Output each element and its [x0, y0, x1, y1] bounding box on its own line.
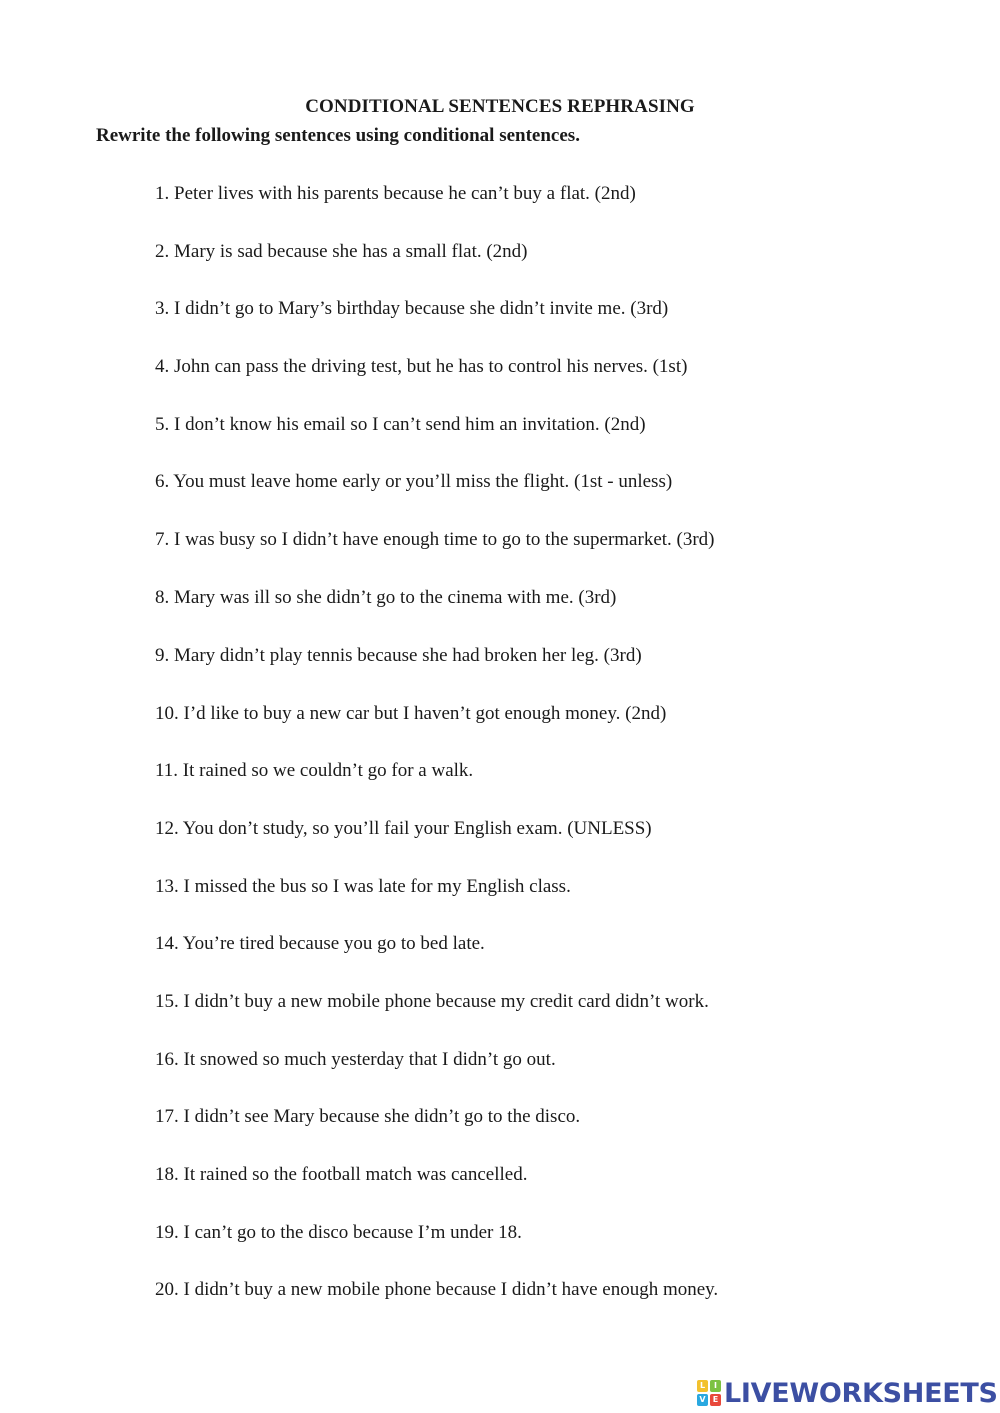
exercise-item: 9. Mary didn’t play tennis because she had broken her leg. (3rd): [155, 645, 642, 666]
exercise-item: 20. I didn’t buy a new mobile phone because I didn’t have enough money.: [155, 1279, 719, 1300]
exercise-item: 19. I can’t go to the disco because I’m under 18.: [155, 1222, 522, 1243]
logo-mark-e: E: [710, 1394, 721, 1406]
logo-mark-i: I: [710, 1380, 721, 1392]
exercise-item: 11. It rained so we couldn’t go for a walk.: [155, 760, 474, 781]
logo-mark-v: V: [697, 1394, 708, 1406]
liveworksheets-logo-text: LIVEWORKSHEETS: [724, 1377, 998, 1409]
instruction-text: Rewrite the following sentences using conditional sentences.: [96, 125, 580, 146]
exercise-item: 10. I’d like to buy a new car but I haven’t got enough money. (2nd): [155, 703, 667, 724]
logo-mark-l: L: [697, 1380, 708, 1392]
exercise-item: 17. I didn’t see Mary because she didn’t go to the disco.: [155, 1106, 581, 1127]
exercise-item: 7. I was busy so I didn’t have enough time to go to the supermarket. (3rd): [155, 529, 715, 550]
exercise-item: 12. You don’t study, so you’ll fail your English exam. (UNLESS): [155, 818, 652, 839]
exercise-item: 13. I missed the bus so I was late for my English class.: [155, 876, 571, 897]
exercise-item: 6. You must leave home early or you’ll miss the flight. (1st - unless): [155, 471, 673, 492]
exercise-item: 3. I didn’t go to Mary’s birthday because she didn’t invite me. (3rd): [155, 298, 669, 319]
page-title: CONDITIONAL SENTENCES REPHRASING: [305, 96, 695, 117]
exercise-item: 1. Peter lives with his parents because he can’t buy a flat. (2nd): [155, 183, 636, 204]
exercise-item: 18. It rained so the football match was cancelled.: [155, 1164, 528, 1185]
exercise-item: 16. It snowed so much yesterday that I didn’t go out.: [155, 1049, 556, 1070]
exercise-item: 4. John can pass the driving test, but he has to control his nerves. (1st): [155, 356, 688, 377]
liveworksheets-logo[interactable]: [697, 1377, 998, 1409]
exercise-item: 15. I didn’t buy a new mobile phone because my credit card didn’t work.: [155, 991, 709, 1012]
exercise-item: 14. You’re tired because you go to bed late.: [155, 933, 485, 954]
exercise-item: 5. I don’t know his email so I can’t send him an invitation. (2nd): [155, 414, 646, 435]
exercise-item: 8. Mary was ill so she didn’t go to the cinema with me. (3rd): [155, 587, 617, 608]
liveworksheets-logo-icon: [697, 1380, 721, 1406]
exercise-item: 2. Mary is sad because she has a small flat. (2nd): [155, 241, 528, 262]
